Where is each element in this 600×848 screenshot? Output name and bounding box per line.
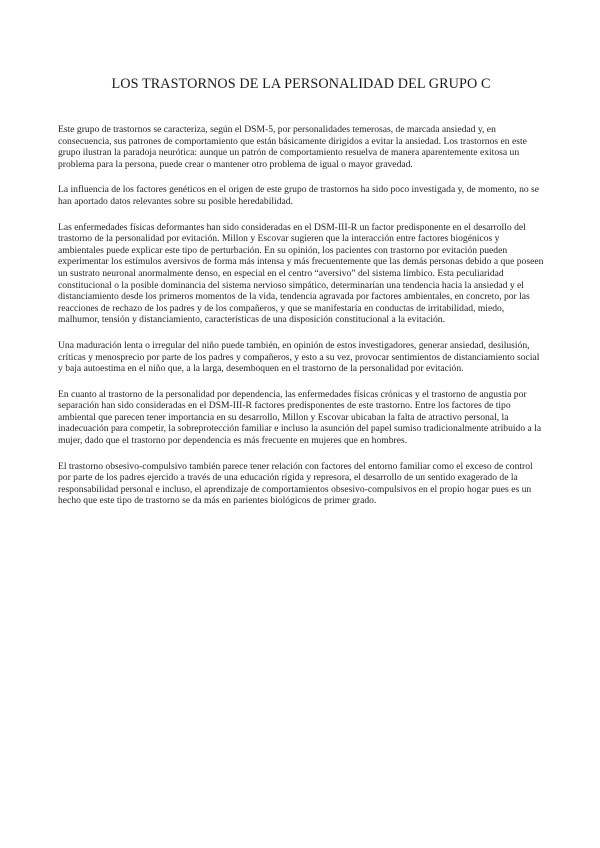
paragraph-2: La influencia de los factores genéticos en el origen de este grupo de trastornos ha sido poco investigada y, de momento, no se han aportado datos relevantes sobre su posible heredabilidad. <box>58 184 540 207</box>
page-title: LOS TRASTORNOS DE LA PERSONALIDAD DEL GRUPO C <box>111 76 491 92</box>
paragraph-4: Una maduración lenta o irregular del niño puede también, en opinión de estos investigadores, generar ansiedad, desilusión, críticas y menosprecio por parte de los padres y compañeros, y esto a su vez, provocar sentimientos de distanciamiento social y baja autoestima en el niño que, a la larga, desemboquen en el trastorno de la personalidad por evitación. <box>58 339 540 375</box>
paragraph-3: Las enfermedades físicas deformantes han sido consideradas en el DSM-III-R un factor predisponente en el desarrollo del trastorno de la personalidad por evitación. Millon y Escovar sugieren que la interacción entre factores biogénicos y ambientales puede explicar este tipo de perturbación. En su opinión, los pacientes con trastorno por evitación pueden experimentar los estímulos aversivos de forma más intensa y más frecuentemente que las demás personas debido a que poseen un sustrato neuronal anormalmente denso, en especial en el centro “aversivo” del sistema límbico. Esta peculiaridad constitucional o la posible dominancia del sistema nervioso simpático, determinarían una tendencia hacia la ansiedad y el distanciamiento desde los primeros momentos de la vida, tendencia agravada por factores ambientales, en concreto, por las reacciones de rechazo de los padres y de los compañeros, y que se manifestaría en conductas de irritabilidad, miedo, malhumor, tensión y distanciamiento, características de una disposición constitucional a la evitación. <box>58 221 544 326</box>
paragraph-6: El trastorno obsesivo-compulsivo también parece tener relación con factores del entorno familiar como el exceso de control por parte de los padres ejercido a través de una educación rígida y represora, el desarrollo de un sentido exagerado de la responsabilidad personal e incluso, el aprendizaje de comportamientos obsesivo-compulsivos en el propio hogar pues es un hecho que este tipo de trastorno se da más en parientes biológicos de primer grado. <box>58 460 533 507</box>
paragraph-1: Este grupo de trastornos se caracteriza, según el DSM-5, por personalidades temerosas, de marcada ansiedad y, en consecuencia, sus patrones de comportamiento que están básicamente dirigidos a evitar la ansiedad. Los trastornos en este grupo ilustran la paradoja neurótica: aunque un patrón de comportamiento resuelva de manera aparentemente exitosa un problema para la persona, puede crear o mantener otro problema de igual o mayor gravedad. <box>58 124 527 170</box>
document-body <box>58 124 546 521</box>
paragraph-5: En cuanto al trastorno de la personalidad por dependencia, las enfermedades físicas crónicas y el trastorno de angustia por separación han sido consideradas en el DSM-III-R factores predisponentes de este trastorno. Entre los factores de tipo ambiental que parecen tener importancia en su desarrollo, Millon y Escovar ubicaban la falta de atractivo personal, la inadecuación para competir, la sobreprotección familiar e incluso la asunción del papel sumiso tradicionalmente atribuido a la mujer, dado que el trastorno por dependencia es más frecuente en mujeres que en hombres. <box>58 388 542 447</box>
